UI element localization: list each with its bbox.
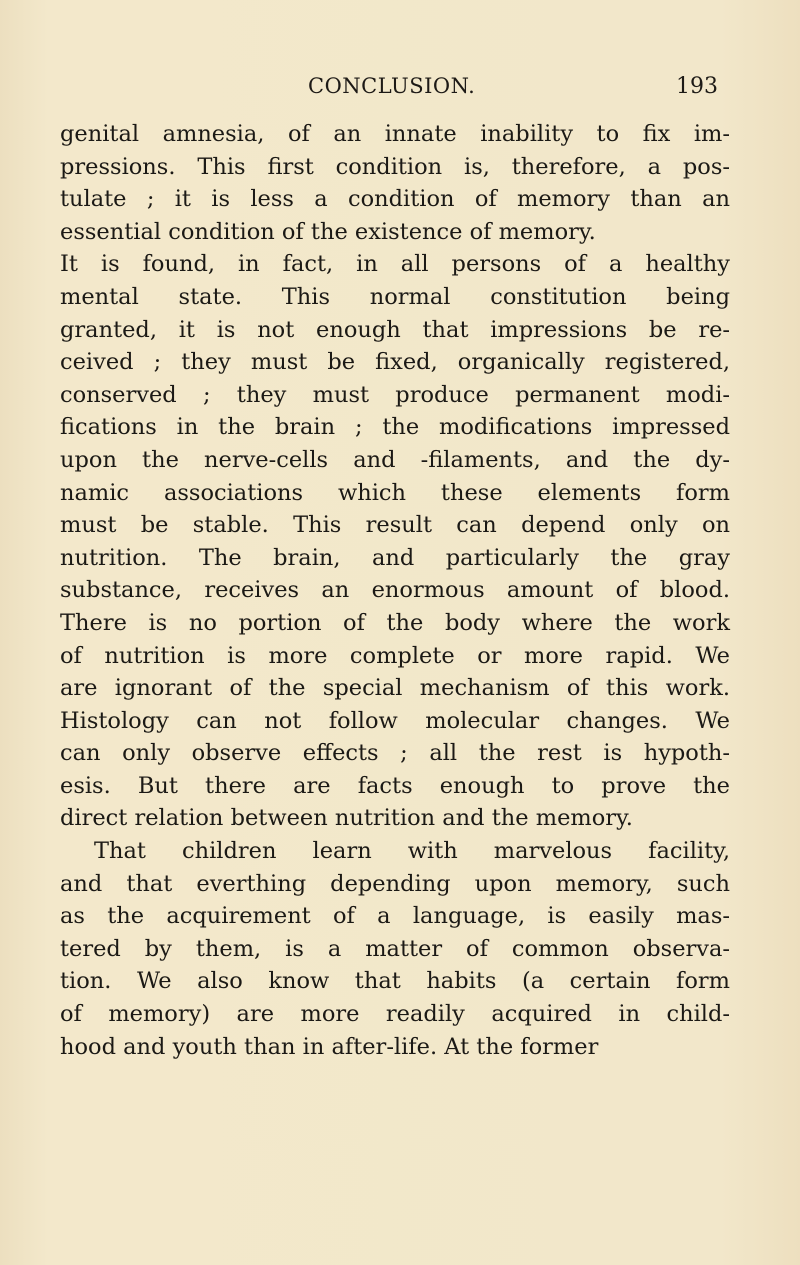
text-line: genital amnesia, of an innate inability to fix im- [60, 121, 730, 147]
text-line: conserved ; they must produce permanent modi- [60, 381, 730, 408]
text-line: esis. But there are facts enough to prove the [60, 772, 730, 799]
text-line: nutrition. The brain, and particularly the gray [60, 544, 730, 571]
text-line: essential condition of the existence of memory. [60, 218, 596, 245]
text-line: There is no portion of the body where the work [60, 609, 730, 636]
text-line: can only observe effects ; all the rest is hypoth- [60, 740, 730, 767]
text-line: Histology can not follow molecular changes. We [60, 707, 730, 734]
text-line: of memory) are more readily acquired in child- [60, 1001, 730, 1028]
text-line: upon the nerve-cells and -filaments, and the dy- [60, 446, 730, 473]
text-line: tion. We also know that habits (a certain form [60, 968, 730, 995]
text-line: direct relation between nutrition and the memory. [60, 805, 633, 832]
text-line: as the acquirement of a language, is easily mas- [60, 903, 730, 930]
text-line: tulate ; it is less a condition of memory than an [60, 186, 730, 213]
text-line: mental state. This normal constitution being [60, 283, 730, 310]
text-line: That children learn with marvelous facility, [94, 838, 730, 865]
text-line: ceived ; they must be fixed, organically registered, [60, 349, 730, 376]
text-line: granted, it is not enough that impressions be re- [60, 316, 730, 343]
text-line: namic associations which these elements form [60, 479, 730, 506]
body-text [60, 118, 730, 1063]
page-header [60, 74, 730, 104]
running-head: CONCLUSION. [308, 74, 476, 98]
text-line: must be stable. This result can depend only on [60, 512, 730, 539]
text-line: pressions. This first condition is, therefore, a pos- [60, 153, 730, 180]
text-line: It is found, in fact, in all persons of a healthy [60, 251, 730, 278]
text-line: substance, receives an enormous amount of blood. [60, 577, 730, 604]
text-line: hood and youth than in after-life. At the former [60, 1033, 599, 1060]
text-line: fications in the brain ; the modifications impressed [60, 414, 730, 441]
text-line: are ignorant of the special mechanism of this work. [60, 675, 730, 702]
text-line: tered by them, is a matter of common observa- [60, 935, 730, 962]
text-line: and that everthing depending upon memory, such [60, 870, 730, 897]
text-line: of nutrition is more complete or more rapid. We [60, 642, 730, 669]
page-number: 193 [676, 74, 718, 99]
